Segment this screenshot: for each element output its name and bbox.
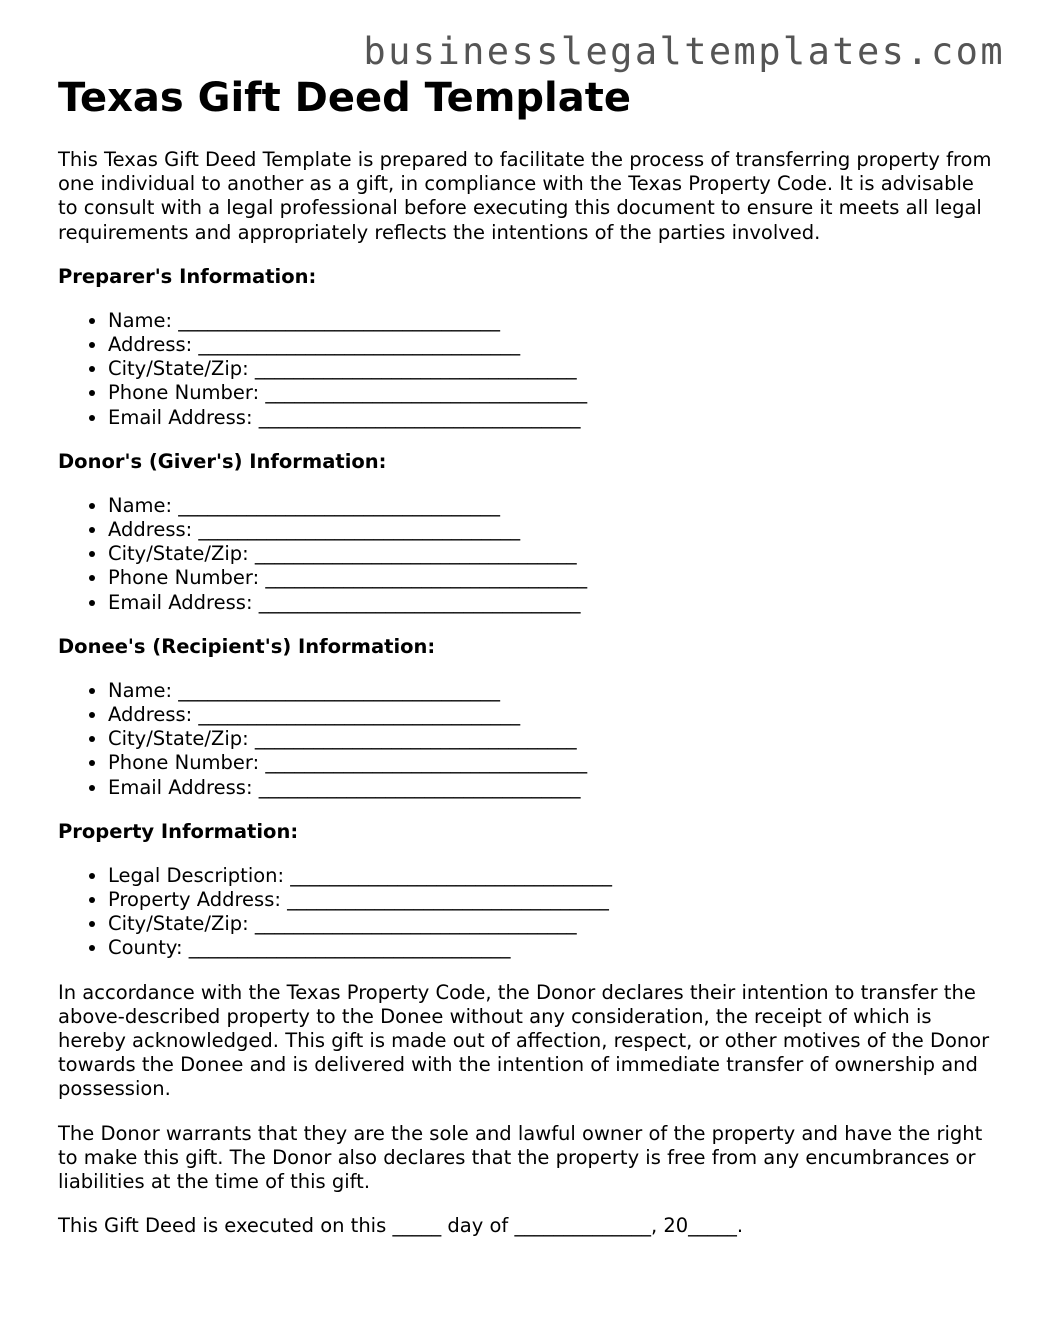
property-field-list [58, 864, 998, 961]
preparer-email-field: • Email Address: _________________________________ [108, 406, 998, 430]
donor-heading: Donor's (Giver's) Information: [58, 449, 387, 473]
warranty-paragraph: The Donor warrants that they are the sole and lawful owner of the property and have the right to make this gift. The Donor also declares that the property is free from any encumbrances or liabilities at the time of this gift. [58, 1121, 983, 1194]
donee-phone-field: • Phone Number: _________________________________ [108, 751, 998, 775]
donor-phone-field: • Phone Number: _________________________________ [108, 566, 998, 590]
donor-name-field: • Name: _________________________________ [108, 494, 998, 518]
donor-email-field: • Email Address: _________________________________ [108, 591, 998, 615]
preparer-phone-field: • Phone Number: _________________________________ [108, 381, 998, 405]
donee-address-field: • Address: _________________________________ [108, 703, 998, 727]
donee-email-field: • Email Address: _________________________________ [108, 776, 998, 800]
preparer-address-field: • Address: _________________________________ [108, 333, 998, 357]
donor-field-list [58, 494, 998, 615]
preparer-name-field: • Name: _________________________________ [108, 309, 998, 333]
transfer-declaration-paragraph: In accordance with the Texas Property Code, the Donor declares their intention to transfer the above-described property to the Donee without any consideration, the receipt of which is hereby acknowledged. This gift is made out of affection, respect, or other motives of the Donor towards the Donee and is delivered with the intention of immediate transfer of ownership and possession. [58, 980, 990, 1101]
donee-city-state-zip-field: • City/State/Zip: _________________________________ [108, 727, 998, 751]
preparer-heading: Preparer's Information: [58, 264, 317, 288]
preparer-field-list [58, 309, 998, 430]
donee-field-list [58, 679, 998, 800]
watermark: businesslegaltemplates.com [363, 30, 1005, 73]
donee-heading: Donee's (Recipient's) Information: [58, 634, 436, 658]
property-address-field: • Property Address: _________________________________ [108, 888, 998, 912]
property-city-state-zip-field: • City/State/Zip: _________________________________ [108, 912, 998, 936]
property-legal-description-field: • Legal Description: _________________________________ [108, 864, 998, 888]
property-heading: Property Information: [58, 819, 299, 843]
execution-date-line: This Gift Deed is executed on this _____ day of ______________, 20_____. [58, 1214, 744, 1238]
intro-paragraph: This Texas Gift Deed Template is prepared to facilitate the process of transferring property from one individual to another as a gift, in compliance with the Texas Property Code. It is advisable to consult with a legal professional before executing this document to ensure it meets all legal requirements and appropriately reflects the intentions of the parties involved. [58, 148, 992, 244]
property-county-field: • County: _________________________________ [108, 936, 998, 960]
donor-city-state-zip-field: • City/State/Zip: _________________________________ [108, 542, 998, 566]
preparer-city-state-zip-field: • City/State/Zip: _________________________________ [108, 357, 998, 381]
donor-address-field: • Address: _________________________________ [108, 518, 998, 542]
document-page [58, 72, 998, 1259]
donee-name-field: • Name: _________________________________ [108, 679, 998, 703]
document-title: Texas Gift Deed Template [58, 75, 632, 121]
